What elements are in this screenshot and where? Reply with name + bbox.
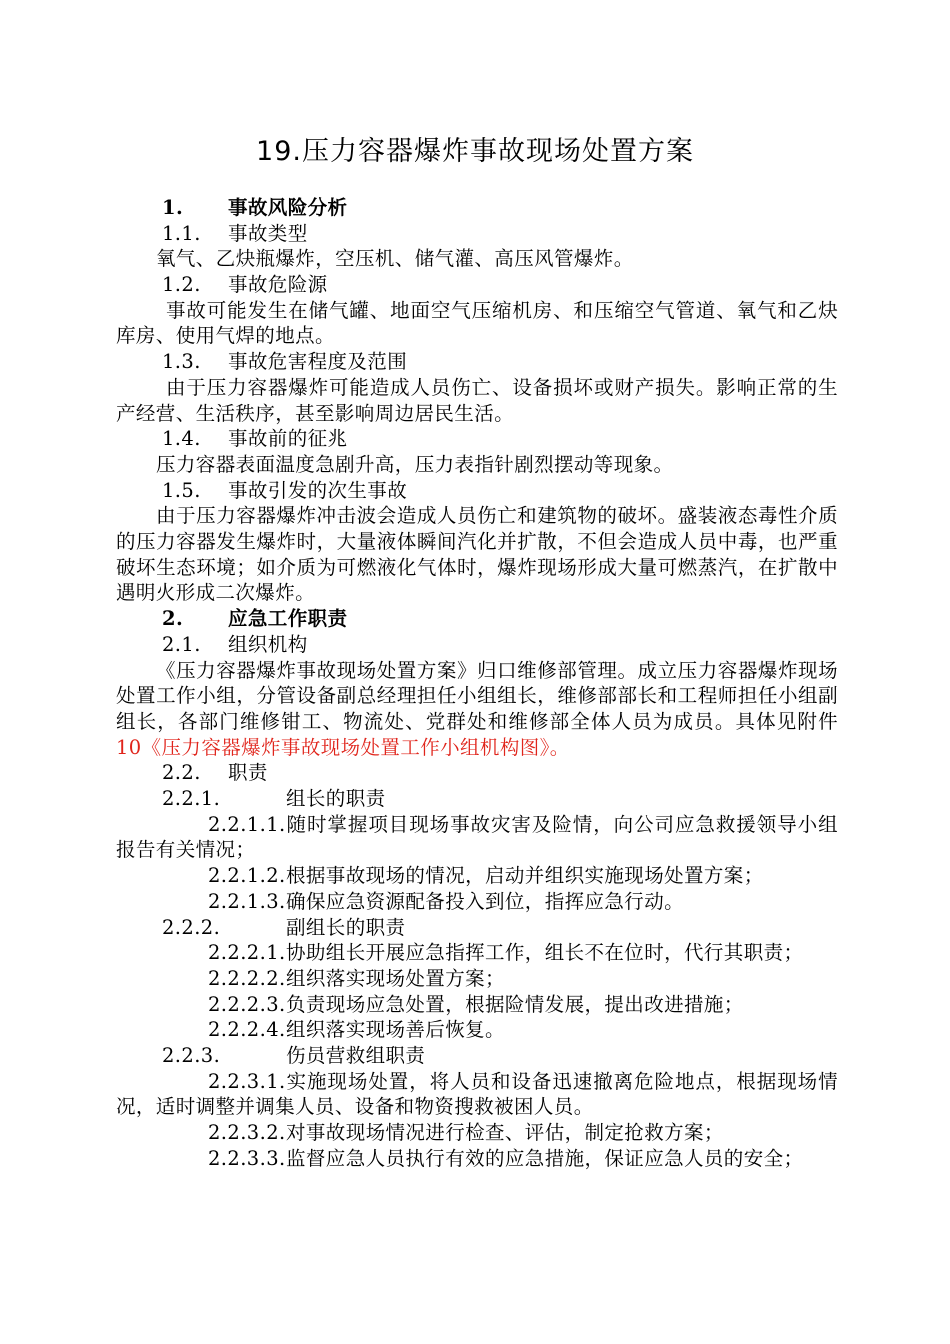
item-text: 监督应急人员执行有效的应急措施，保证应急人员的安全； — [286, 1146, 804, 1170]
item-number: 2.2.2.4. — [208, 1018, 286, 1042]
list-item-2-2-1-3 — [116, 889, 838, 915]
item-text: 随时掌握项目现场事故灾害及险情，向公司应急救援领导小组报告有关情况； — [116, 812, 838, 862]
item-text: 确保应急资源配备投入到位，指挥应急行动。 — [286, 889, 685, 913]
document-body — [116, 195, 838, 1172]
section-label: 应急工作职责 — [228, 607, 348, 631]
subsection-heading-2-2-3 — [116, 1043, 838, 1069]
attachment-reference: 10《压力容器爆炸事故现场处置工作小组机构图》。 — [116, 735, 570, 759]
section-label: 组织机构 — [228, 632, 308, 656]
section-label: 事故危害程度及范围 — [228, 350, 408, 374]
paragraph-organization — [116, 658, 838, 761]
paragraph-secondary-accidents: 由于压力容器爆炸冲击波会造成人员伤亡和建筑物的破坏。盛装液态毒性介质的压力容器发生爆炸时，大量液体瞬间汽化并扩散，不但会造成人员中毒，也严重破坏生态环境；如介质为可燃液化气体时，爆炸现场形成大量可燃蒸汽，在扩散中遇明火形成二次爆炸。 — [116, 504, 838, 605]
list-item-2-2-2-4 — [116, 1017, 838, 1043]
list-item-2-2-3-2 — [116, 1120, 838, 1146]
subsection-heading-2-2-1 — [116, 786, 838, 812]
item-text: 实施现场处置，将人员和设备迅速撤离危险地点，根据现场情况，适时调整并调集人员、设备和物资搜救被困人员。 — [116, 1069, 838, 1119]
subsection-heading-1-1 — [116, 221, 838, 247]
item-number: 2.2.1.3. — [208, 889, 286, 913]
item-number: 2.2.3.3. — [208, 1146, 286, 1170]
section-number: 1. — [162, 196, 184, 219]
section-number: 1.5. — [162, 478, 201, 502]
subsection-heading-2-2-2 — [116, 915, 838, 941]
section-heading-1 — [116, 195, 838, 221]
subsection-heading-1-2 — [116, 272, 838, 298]
item-text: 负责现场应急处置，根据险情发展，提出改进措施； — [286, 992, 744, 1016]
section-number: 2. — [162, 607, 184, 631]
section-number: 2.1. — [162, 632, 201, 656]
section-number: 1.3. — [162, 350, 201, 374]
item-number: 2.2.2.2. — [208, 966, 286, 990]
section-number: 2.2.1. — [162, 787, 221, 811]
subsection-heading-1-4 — [116, 426, 838, 452]
list-item-2-2-1-1 — [116, 812, 838, 863]
item-text: 对事故现场情况进行检查、评估，制定抢救方案； — [286, 1121, 724, 1145]
item-text: 组织落实现场处置方案； — [286, 966, 505, 990]
section-number: 1.1. — [162, 221, 201, 245]
item-text: 协助组长开展应急指挥工作，组长不在位时，代行其职责； — [286, 941, 804, 965]
subsection-heading-1-3 — [116, 349, 838, 375]
section-number: 1.2. — [162, 273, 201, 297]
item-number: 2.2.3.2. — [208, 1121, 286, 1145]
section-label: 伤员营救组职责 — [286, 1044, 426, 1068]
item-number: 2.2.2.3. — [208, 992, 286, 1016]
subsection-heading-2-1 — [116, 632, 838, 658]
item-number: 2.2.2.1. — [208, 941, 286, 965]
section-number: 1.4. — [162, 427, 201, 451]
section-number: 2.2. — [162, 761, 201, 785]
section-label: 职责 — [228, 761, 268, 785]
section-number: 2.2.3. — [162, 1044, 221, 1068]
section-label: 事故风险分析 — [228, 196, 348, 219]
section-label: 组长的职责 — [286, 787, 386, 811]
subsection-heading-1-5 — [116, 478, 838, 504]
section-label: 事故前的征兆 — [228, 427, 348, 451]
list-item-2-2-2-1 — [116, 940, 838, 966]
section-heading-2 — [116, 606, 838, 632]
list-item-2-2-2-2 — [116, 966, 838, 992]
organization-text: 《压力容器爆炸事故现场处置方案》归口维修部管理。成立压力容器爆炸现场处置工作小组，分管设备副总经理担任小组组长，维修部部长和工程师担任小组副组长，各部门维修钳工、物流处、党群处和维修部全体人员为成员。具体见附件 — [116, 658, 838, 733]
section-number: 2.2.2. — [162, 915, 221, 939]
item-number: 2.2.1.1. — [208, 812, 286, 836]
section-label: 事故引发的次生事故 — [228, 478, 408, 502]
page-title: 19.压力容器爆炸事故现场处置方案 — [256, 136, 694, 167]
subsection-heading-2-2 — [116, 760, 838, 786]
paragraph-precursors: 压力容器表面温度急剧升高，压力表指针剧烈摆动等现象。 — [156, 452, 674, 476]
paragraph-accident-type: 氧气、乙炔瓶爆炸，空压机、储气灌、高压风管爆炸。 — [156, 247, 634, 271]
item-text: 组织落实现场善后恢复。 — [286, 1018, 505, 1042]
section-label: 副组长的职责 — [286, 915, 406, 939]
list-item-2-2-3-1 — [116, 1069, 838, 1120]
paragraph-hazard-source: 事故可能发生在储气罐、地面空气压缩机房、和压缩空气管道、氧气和乙炔库房、使用气焊的地点。 — [116, 298, 838, 348]
item-text: 根据事故现场的情况，启动并组织实施现场处置方案； — [286, 864, 764, 888]
list-item-2-2-2-3 — [116, 992, 838, 1018]
list-item-2-2-1-2 — [116, 863, 838, 889]
item-number: 2.2.3.1. — [208, 1069, 286, 1093]
list-item-2-2-3-3 — [116, 1146, 838, 1172]
section-label: 事故类型 — [228, 221, 308, 245]
paragraph-hazard-scope: 由于压力容器爆炸可能造成人员伤亡、设备损坏或财产损失。影响正常的生产经营、生活秩序，甚至影响周边居民生活。 — [116, 375, 838, 425]
item-number: 2.2.1.2. — [208, 864, 286, 888]
section-label: 事故危险源 — [228, 273, 328, 297]
